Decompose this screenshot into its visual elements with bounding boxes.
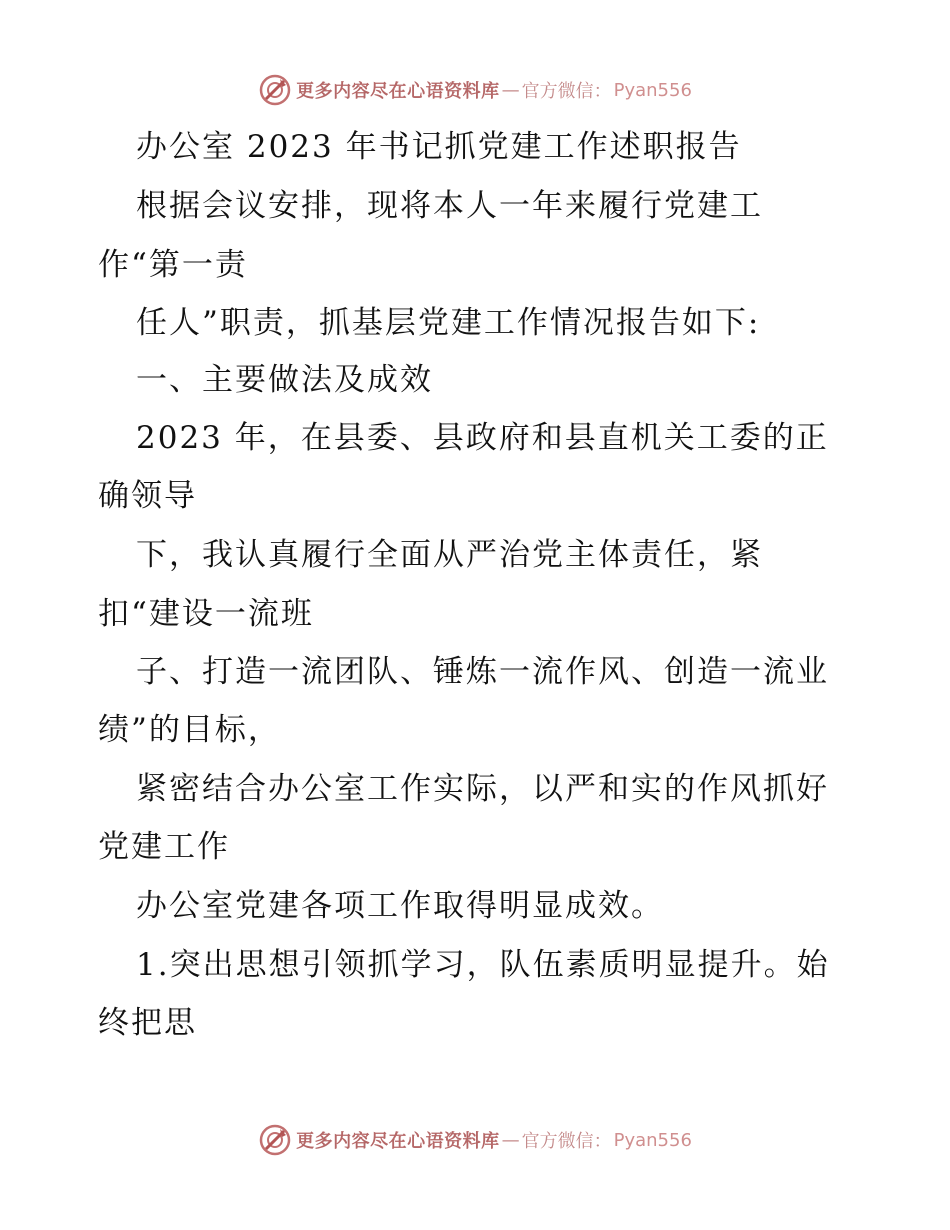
text-line: 紧密结合办公室工作实际，以严和实的作风抓好: [136, 771, 829, 807]
watermark-header: [0, 72, 950, 108]
text-line: 任人”职责，抓基层党建工作情况报告如下:: [136, 305, 761, 341]
watermark-official: 官方微信：: [521, 1131, 612, 1152]
watermark-site-text: 更多内容尽在心语资料库: [296, 81, 500, 102]
text-line: 党建工作: [98, 829, 230, 865]
watermark-footer: [0, 1122, 950, 1158]
watermark-logo-icon: [258, 1123, 292, 1157]
text-line: 1.突出思想引领抓学习，队伍素质明显提升。始: [136, 947, 830, 983]
watermark-logo-icon: [258, 73, 292, 107]
text-line: 作“第一责: [98, 247, 248, 283]
text-line: 下，我认真履行全面从严治党主体责任，紧: [136, 537, 763, 573]
watermark-official: 官方微信：: [521, 81, 612, 102]
report-title: 办公室 2023 年书记抓党建工作述职报告: [136, 129, 742, 165]
text-line: 终把思: [98, 1005, 197, 1041]
watermark-site-text: 更多内容尽在心语资料库: [296, 1131, 500, 1152]
text-line: 办公室党建各项工作取得明显成效。: [136, 888, 664, 924]
watermark-wechat-id: Pyan556: [613, 1129, 692, 1151]
watermark-dash: —: [501, 79, 520, 101]
watermark-dash: —: [501, 1129, 520, 1151]
text-line: 2023 年，在县委、县政府和县直机关工委的正: [136, 420, 829, 456]
watermark-wechat-id: Pyan556: [613, 79, 692, 101]
section-heading: 一、主要做法及成效: [136, 362, 433, 398]
text-line: 子、打造一流团队、锤炼一流作风、创造一流业: [136, 654, 829, 690]
text-line: 确领导: [98, 478, 197, 514]
text-line: 绩”的目标，: [98, 712, 281, 748]
text-line: 根据会议安排，现将本人一年来履行党建工: [136, 188, 763, 224]
text-line: 扣“建设一流班: [98, 596, 314, 632]
